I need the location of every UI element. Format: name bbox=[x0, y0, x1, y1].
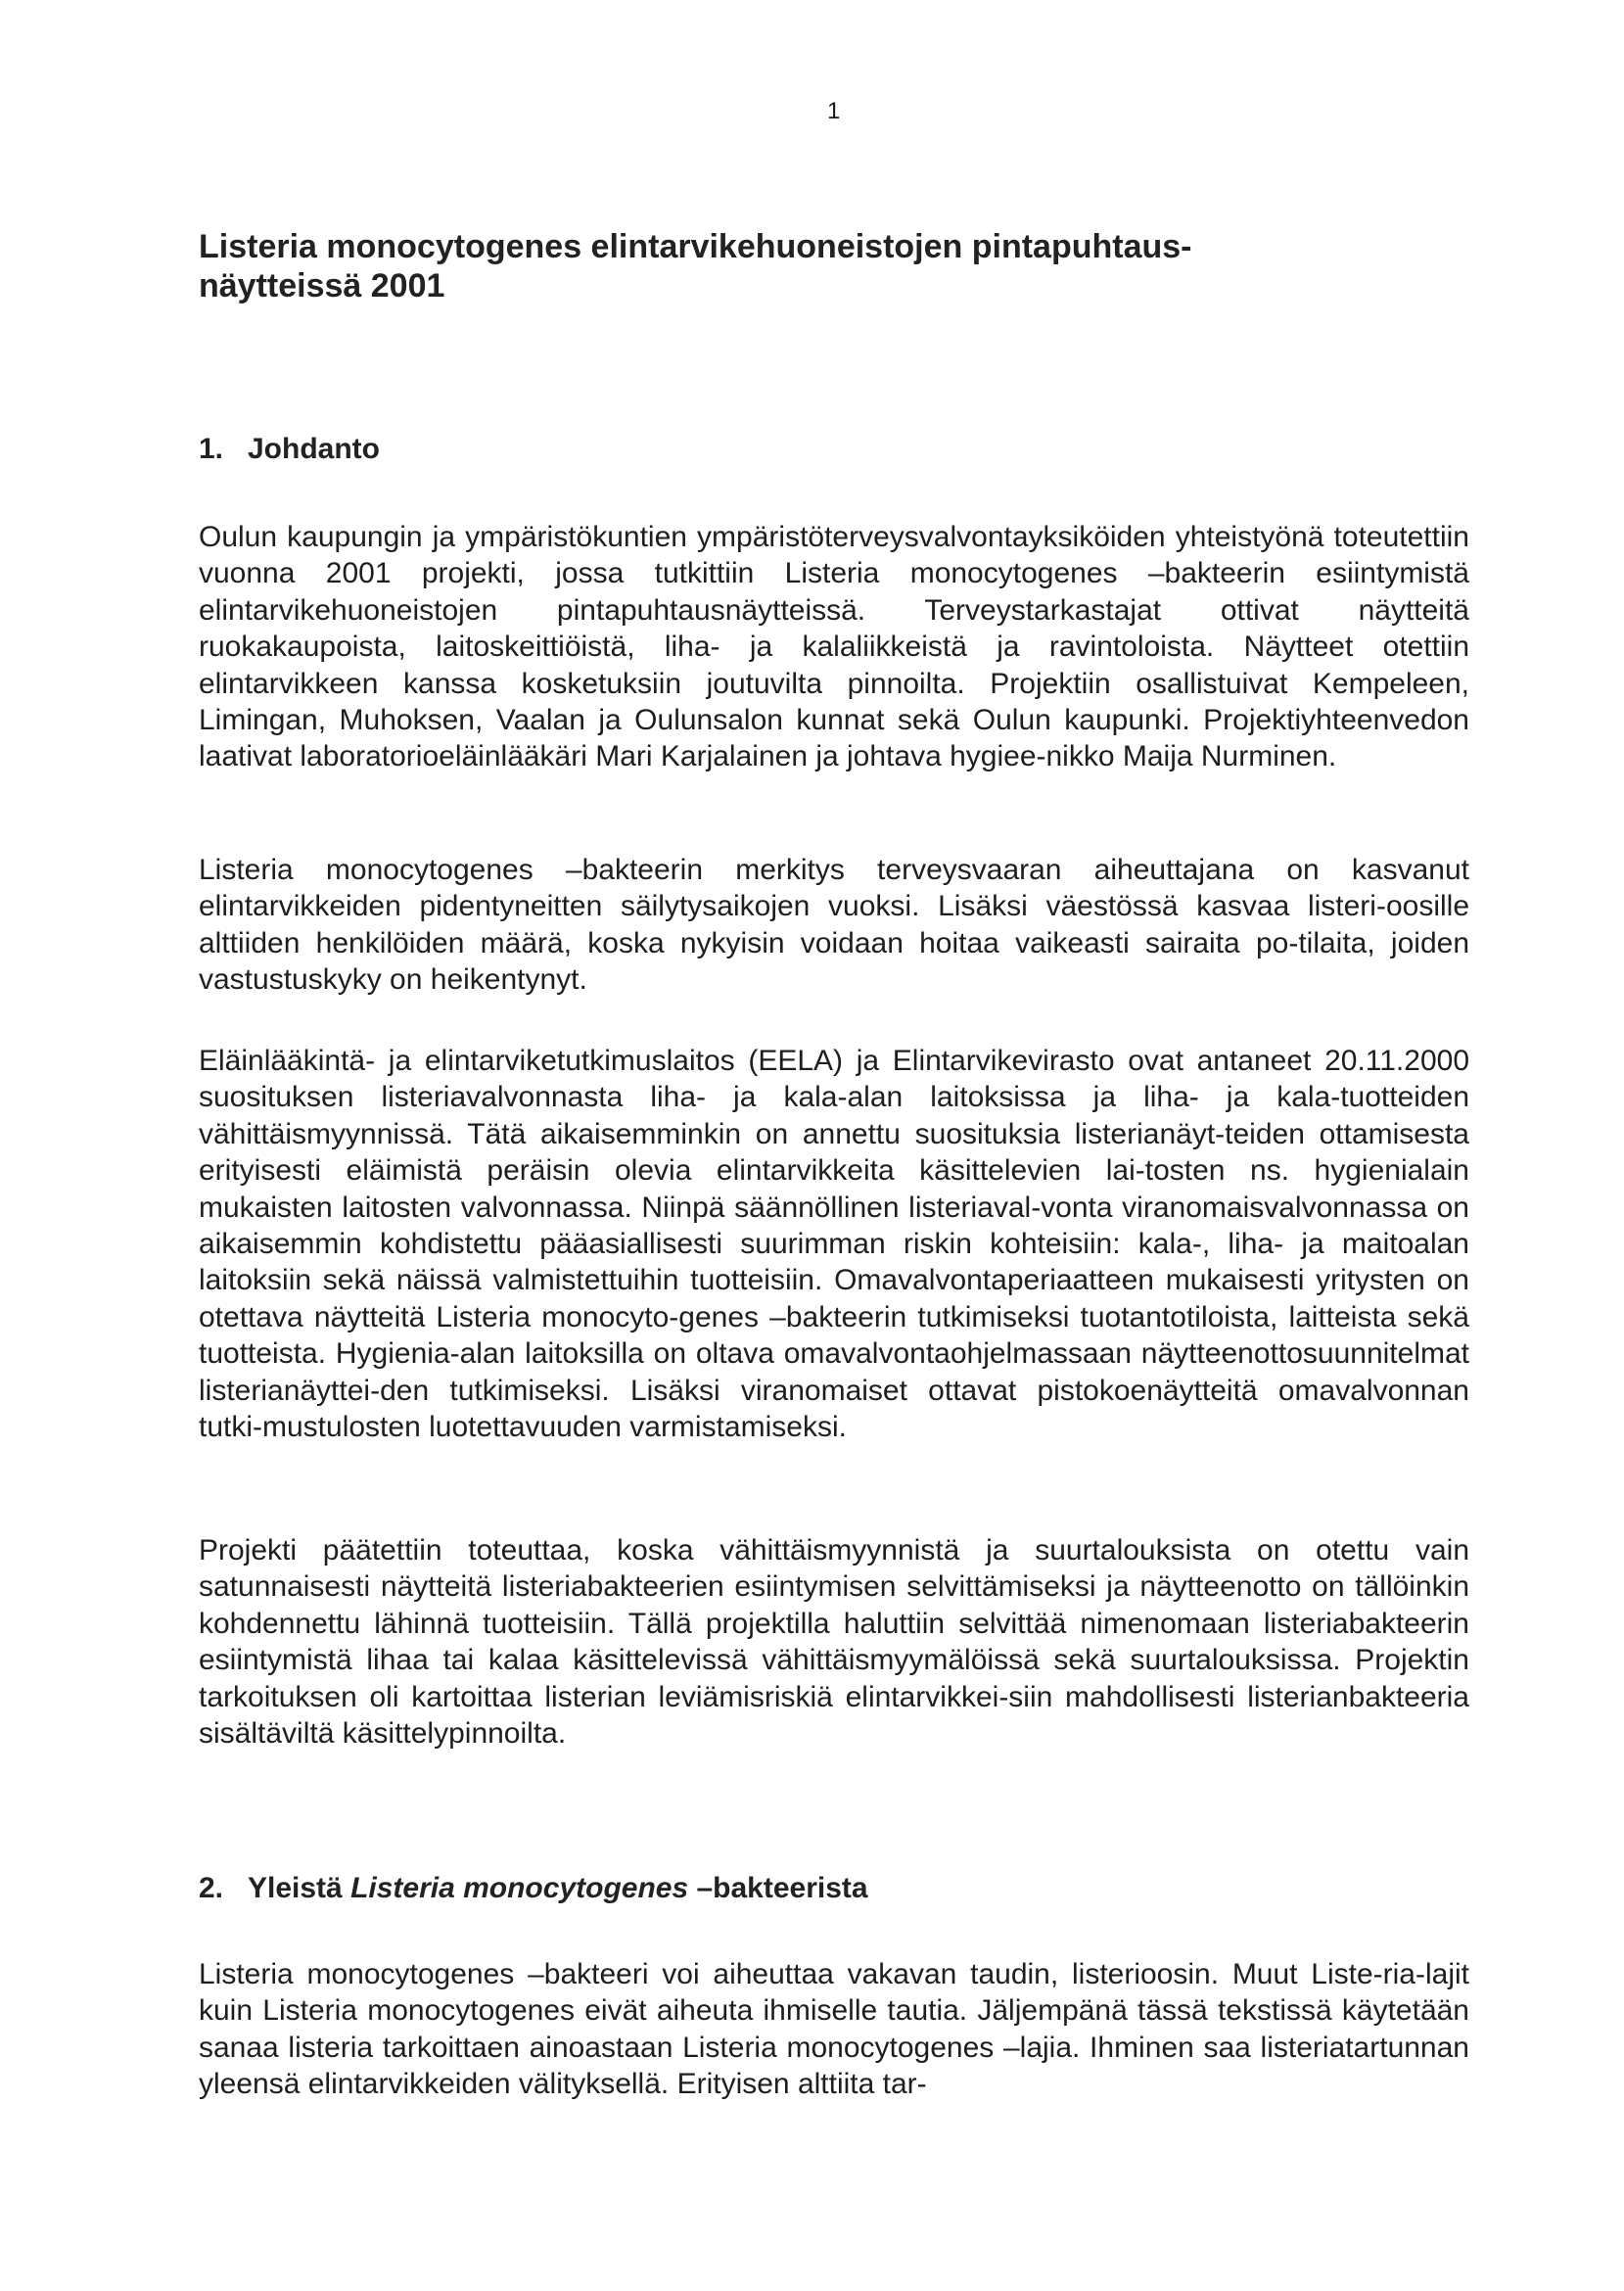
paragraph-listeria-1: Listeria monocytogenes –bakteeri voi aiheuttaa vakavan taudin, listerioosin. Muut Liste-ria-lajit kuin Listeria monocytogenes eivät aiheuta ihmiselle tautia. Jäljempänä tässä tekstissä käytetään sanaa listeria tarkoittaen ainoastaan Listeria monocytogenes –lajia. Ihminen saa listeriatartunnan yleensä elintarvikkeiden välityksellä. Erityisen alttiita tar- bbox=[199, 1958, 1469, 2101]
section-number: 2. bbox=[199, 1872, 224, 1904]
document-title bbox=[199, 227, 1373, 305]
section-title-post: –bakteerista bbox=[688, 1872, 868, 1904]
paragraph-intro-1: Oulun kaupungin ja ympäristökuntien ympäristöterveysvalvontayksiköiden yhteistyönä toteutettiin vuonna 2001 projekti, jossa tutkittiin Listeria monocytogenes –bakteerin esiintymistä elintarvikehuoneistojen pintapuhtausnäytteissä. Terveystarkastajat ottivat näytteitä ruokakaupoista, laitoskeittiöistä, liha- ja kalaliikkeistä ja ravintoloista. Näytteet otettiin elintarvikkeen kanssa kosketuksiin joutuvilta pinnoilta. Projektiin osallistuivat Kempeleen, Limingan, Muhoksen, Vaalan ja Oulunsalon kunnat sekä Oulun kaupunki. Projektiyhteenvedon laativat laboratorioeläinlääkäri Mari Karjalainen ja johtava hygiee-nikko Maija Nurminen. bbox=[199, 521, 1469, 773]
document-title-line: Listeria monocytogenes elintarvikehuoneistojen pintapuhtaus- bbox=[199, 228, 1192, 265]
page-number: 1 bbox=[827, 98, 841, 124]
paragraph-intro-2: Listeria monocytogenes –bakteerin merkitys terveysvaaran aiheuttajana on kasvanut elintarvikkeiden pidentyneitten säilytysaikojen vuoksi. Lisäksi väestössä kasvaa listeri-oosille alttiiden henkilöiden määrä, koska nykyisin voidaan hoitaa vaikeasti sairaita po-tilaita, joiden vastustuskyky on heikentynyt. bbox=[199, 854, 1469, 997]
section-title: Johdanto bbox=[248, 433, 380, 465]
section-number: 1. bbox=[199, 433, 224, 465]
section-heading-introduction bbox=[199, 431, 380, 468]
document-title-line: näytteissä 2001 bbox=[199, 267, 445, 304]
section-heading-listeria bbox=[199, 1870, 868, 1907]
paragraph-intro-3: Eläinlääkintä- ja elintarviketutkimuslaitos (EELA) ja Elintarvikevirasto ovat antaneet 20.11.2000 suosituksen listeriavalvonnasta liha- ja kala-alan laitoksissa ja liha- ja kala-tuotteiden vähittäismyynnissä. Tätä aikaisemminkin on annettu suosituksia listerianäyt-teiden ottamisesta erityisesti eläimistä peräisin olevia elintarvikkeita käsittelevien lai-tosten ns. hygienialain mukaisten laitosten valvonnassa. Niinpä säännöllinen listeriaval-vonta viranomaisvalvonnassa on aikaisemmin kohdistettu pääasiallisesti suurimman riskin kohteisiin: kala-, liha- ja maitoalan laitoksiin sekä näissä valmistettuihin tuotteisiin. Omavalvontaperiaatteen mukaisesti yritysten on otettava näytteitä Listeria monocyto-genes –bakteerin tutkimiseksi tuotantotiloista, laitteista sekä tuotteista. Hygienia-alan laitoksilla on oltava omavalvontaohjelmassaan näytteenottosuunnitelmat listerianäyttei-den tutkimiseksi. Lisäksi viranomaiset ottavat pistokoenäytteitä omavalvonnan tutki-mustulosten luotettavuuden varmistamiseksi. bbox=[199, 1045, 1469, 1444]
section-title-species: Listeria monocytogenes bbox=[350, 1872, 689, 1904]
paragraph-intro-4: Projekti päätettiin toteuttaa, koska vähittäismyynnistä ja suurtalouksista on otettu vain satunnaisesti näytteitä listeriabakteerien esiintymisen selvittämiseksi ja näytteenotto on tällöinkin kohdennettu lähinnä tuotteisiin. Tällä projektilla haluttiin selvittää nimenomaan listeriabakteerin esiintymistä lihaa tai kalaa käsittelevissä vähittäismyymälöissä sekä suurtalouksissa. Projektin tarkoituksen oli kartoittaa listerian leviämisriskiä elintarvikkei-siin mahdollisesti listerianbakteeria sisältäviltä käsittelypinnoilta. bbox=[199, 1534, 1469, 1751]
section-title-pre: Yleistä bbox=[248, 1872, 351, 1904]
